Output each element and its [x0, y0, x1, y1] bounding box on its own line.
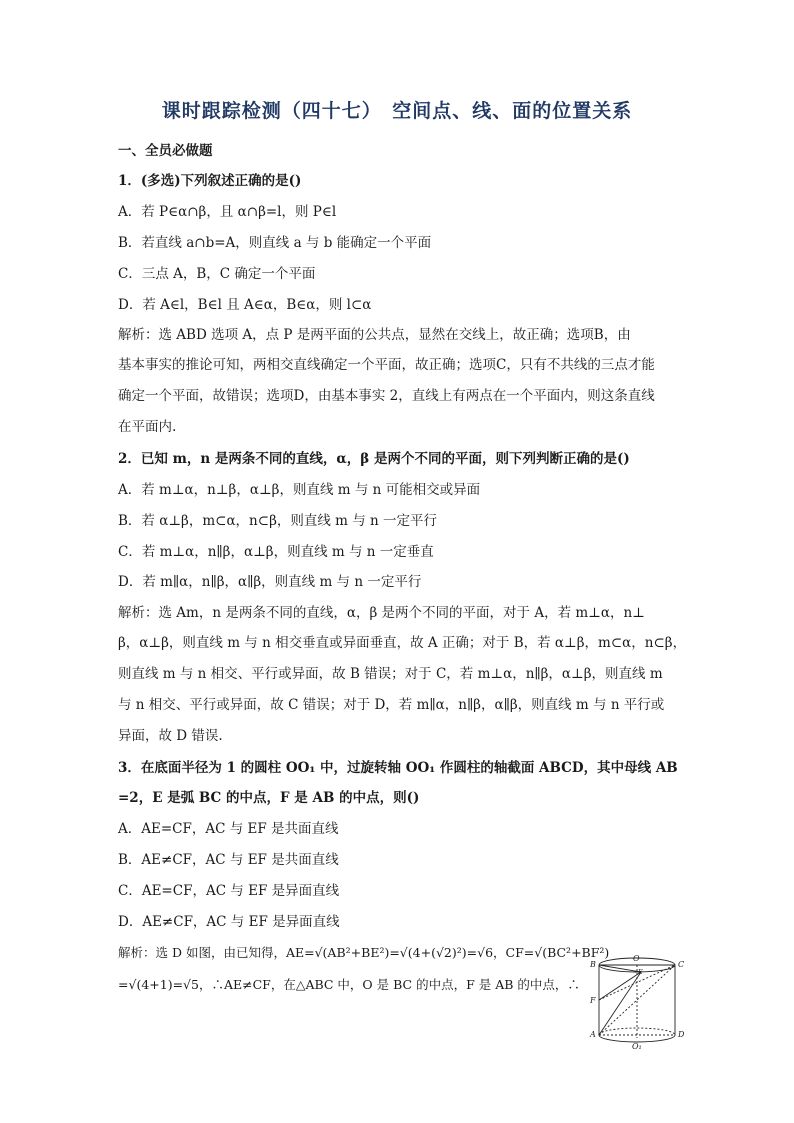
label-c: C — [678, 960, 685, 969]
label-a: A — [590, 1030, 596, 1039]
segment-ef — [599, 972, 641, 1000]
segment-ae — [599, 972, 641, 1035]
q2-analysis-line: β，α⊥β，则直线 m 与 n 相交垂直或异面垂直，故 A 正确；对于 B，若 α⊥β，m⊂α，n⊂β， — [118, 635, 687, 651]
q2-option-b: B．若 α⊥β，m⊂α，n⊂β，则直线 m 与 n 一定平行 — [118, 513, 438, 529]
q3-analysis-line: 解析：选 D 如图，由已知得，AE=√(AB²+BE²)=√(4+(√2)²)=√6，CF=√(BC²+BF²) — [118, 945, 610, 960]
q2-analysis-line: 异面，故 D 错误. — [118, 728, 223, 744]
q2-option-c: C．若 m⊥α，n∥β，α⊥β，则直线 m 与 n 一定垂直 — [118, 544, 434, 560]
bottom-ellipse-front — [599, 1035, 675, 1042]
q2-analysis-line: 解析：选 Am，n 是两条不同的直线，α，β 是两个不同的平面，对于 A，若 m⊥α，n⊥ — [118, 605, 645, 621]
q3-stem: =2，E 是弧 BC 的中点，F 是 AB 的中点，则() — [118, 790, 420, 806]
q1-analysis-line: 确定一个平面，故错误；选项D，由基本事实 2，直线上有两点在一个平面内，则这条直线 — [118, 388, 655, 404]
label-f: F — [590, 996, 596, 1005]
label-o1: O₁ — [632, 1042, 642, 1051]
q2-analysis-line: 与 n 相交、平行或异面，故 C 错误；对于 D，若 m∥α，n∥β，α∥β，则直线 m 与 n 平行或 — [118, 697, 665, 713]
q3-option-c: C．AE=CF，AC 与 EF 是异面直线 — [118, 883, 340, 899]
label-b: B — [590, 960, 596, 969]
q1-analysis-line: 基本事实的推论可知，两相交直线确定一个平面，故正确；选项C，只有不共线的三点才能 — [118, 357, 655, 373]
q3-option-b: B．AE≠CF，AC 与 EF 是共面直线 — [118, 852, 339, 868]
q3-option-d: D．AE≠CF，AC 与 EF 是异面直线 — [118, 914, 340, 930]
q2-option-d: D．若 m∥α，n∥β，α∥β，则直线 m 与 n 一定平行 — [118, 574, 422, 590]
q1-option-a: A．若 P∈α∩β，且 α∩β=l，则 P∈l — [118, 204, 337, 220]
section-heading: 一、全员必做题 — [118, 143, 213, 159]
cylinder-figure — [586, 952, 688, 1052]
page-title: 课时跟踪检测（四十七） 空间点、线、面的位置关系 — [161, 100, 633, 122]
q1-analysis-line: 解析：选 ABD 选项 A，点 P 是两平面的公共点，显然在交线上，故正确；选项B，由 — [118, 327, 631, 343]
label-e: E — [638, 968, 643, 976]
q2-option-a: A．若 m⊥α，n⊥β，α⊥β，则直线 m 与 n 可能相交或异面 — [118, 482, 481, 498]
label-o: O — [633, 954, 640, 963]
q3-stem: 3．在底面半径为 1 的圆柱 OO₁ 中，过旋转轴 OO₁ 作圆柱的轴截面 ABCD，其中母线 AB — [118, 760, 678, 776]
q1-option-c: C．三点 A，B，C 确定一个平面 — [118, 266, 316, 282]
q2-stem: 2．已知 m，n 是两条不同的直线，α，β 是两个不同的平面，则下列判断正确的是() — [118, 451, 630, 467]
q1-analysis-line: 在平面内. — [118, 419, 177, 435]
label-d: D — [678, 1030, 685, 1039]
q3-option-a: A．AE=CF，AC 与 EF 是共面直线 — [118, 821, 339, 837]
q1-option-d: D．若 A∈l，B∈l 且 A∈α，B∈α，则 l⊂α — [118, 297, 372, 313]
q3-analysis-line: =√(4+1)=√5，∴AE≠CF，在△ABC 中，O 是 BC 的中点，F 是 AB 的中点，∴ — [118, 977, 580, 992]
segment-ac — [599, 965, 675, 1035]
q1-option-b: B．若直线 a∩b=A，则直线 a 与 b 能确定一个平面 — [118, 235, 432, 251]
q1-stem: 1．(多选)下列叙述正确的是() — [118, 173, 302, 189]
q2-analysis-line: 则直线 m 与 n 相交、平行或异面，故 B 错误；对于 C，若 m⊥α，n∥β，α⊥β，则直线 m — [118, 666, 663, 682]
